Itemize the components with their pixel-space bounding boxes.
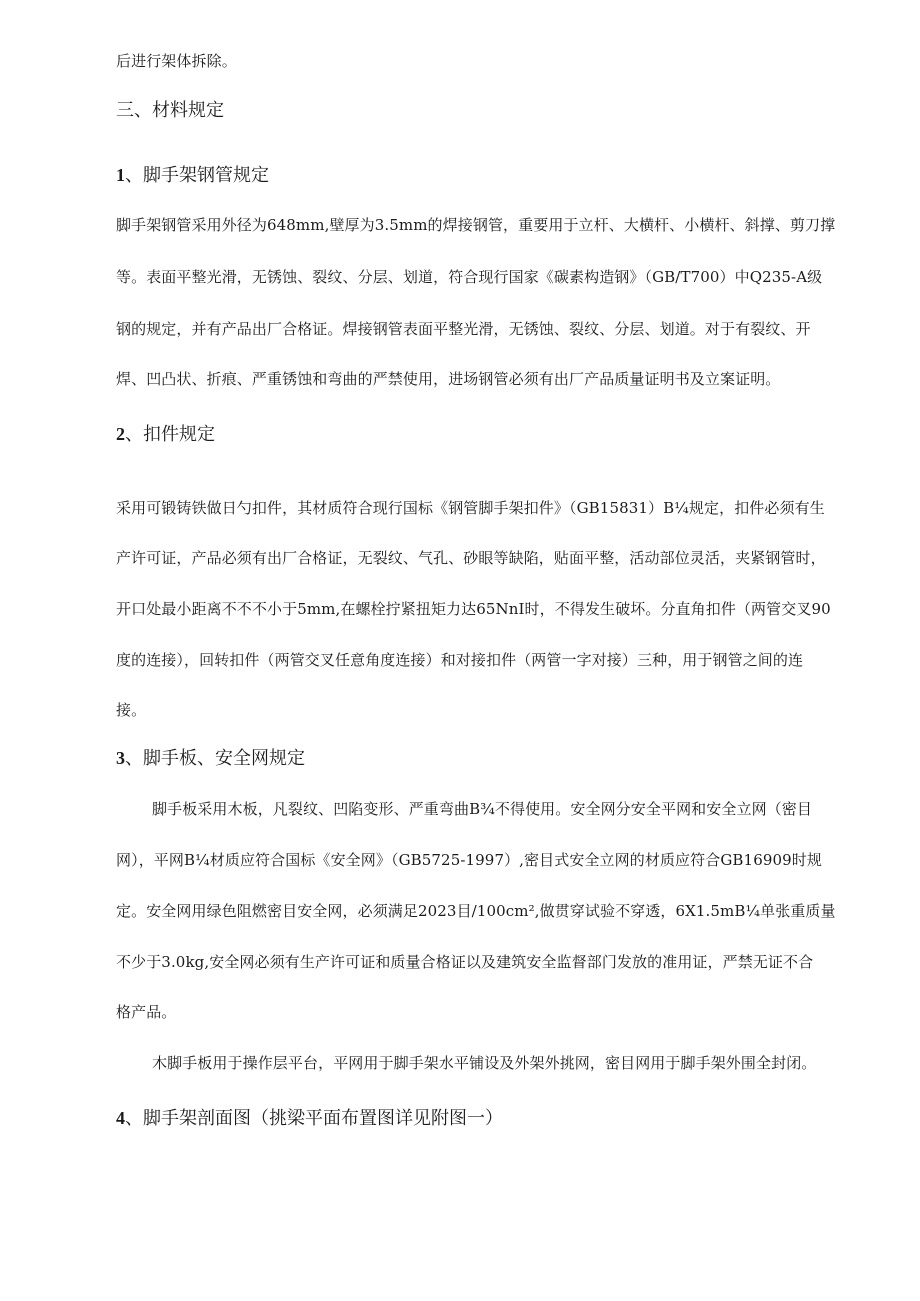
heading-title: 、脚手架剖面图（挑梁平面布置图详见附图一） (125, 1108, 503, 1129)
heading-scaffold-section (116, 1106, 503, 1131)
heading-number: 4 (116, 1108, 125, 1128)
paragraph-line: 钢的规定，并有产品出厂合格证。焊接钢管表面平整光滑，无锈蚀、裂纹、分层、划道。对于有裂纹、开 (116, 320, 811, 338)
heading-number: 2 (116, 424, 125, 444)
heading-title: 、扣件规定 (125, 424, 215, 445)
paragraph-line: 接。 (116, 701, 147, 719)
heading-number: 1 (116, 165, 125, 185)
heading-title: 、脚手架钢管规定 (125, 165, 269, 186)
section-title: 三、材料规定 (116, 100, 224, 121)
paragraph-line: 采用可锻铸铁做日勺扣件，其材质符合现行国标《钢管脚手架扣件》（GB15831）B¼规定，扣件必须有生 (116, 499, 825, 517)
paragraph-line: 脚手架钢管采用外径为648mm,壁厚为3.5mm的焊接钢管，重要用于立杆、大横杆、小横杆、斜撑、剪刀撑 (116, 216, 836, 234)
heading-steel-pipe (116, 163, 269, 188)
paragraph-line: 焊、凹凸状、折痕、严重锈蚀和弯曲的严禁使用，进场钢管必须有出厂产品质量证明书及立案证明。 (116, 370, 781, 388)
heading-title: 、脚手板、安全网规定 (125, 748, 305, 769)
paragraph-line: 开口处最小距离不不不小于5mm,在螺栓拧紧扭矩力达65NnI时，不得发生破坏。分直角扣件（两管交叉90 (116, 600, 831, 618)
paragraph-line: 度的连接），回转扣件（两管交叉任意角度连接）和对接扣件（两管一字对接）三种，用于钢管之间的连 (116, 651, 804, 669)
paragraph-line: 格产品。 (116, 1003, 177, 1021)
paragraph-line: 不少于3.0kg,安全网必须有生产许可证和质量合格证以及建筑安全监督部门发放的准用证，严禁无证不合 (116, 953, 814, 971)
paragraph-line: 木脚手板用于操作层平台，平网用于脚手架水平铺设及外架外挑网，密目网用于脚手架外围全封闭。 (152, 1054, 817, 1072)
paragraph-line: 等。表面平整光滑，无锈蚀、裂纹、分层、划道，符合现行国家《碳素构造钢》（GB/T700）中Q235-A级 (116, 268, 823, 286)
paragraph-line: 后进行架体拆除。 (116, 52, 237, 70)
heading-scaffold-board-net (116, 746, 305, 771)
paragraph-line: 网），平网B¼材质应符合国标《安全网》（GB5725-1997）,密目式安全立网的材质应符合GB16909时规 (116, 851, 822, 869)
heading-number: 3 (116, 748, 125, 768)
heading-fasteners (116, 422, 215, 447)
paragraph-line: 脚手板采用木板，凡裂纹、凹陷变形、严重弯曲B¾不得使用。安全网分安全平网和安全立网（密目 (152, 800, 812, 818)
paragraph-line: 产许可证，产品必须有出厂合格证，无裂纹、气孔、砂眼等缺陷，贴面平整，活动部位灵活，夹紧钢管时， (116, 549, 826, 567)
paragraph-line: 定。安全网用绿色阻燃密目安全网，必须满足2023目/100cm²,做贯穿试验不穿透，6X1.5mB¼单张重质量 (116, 902, 836, 920)
